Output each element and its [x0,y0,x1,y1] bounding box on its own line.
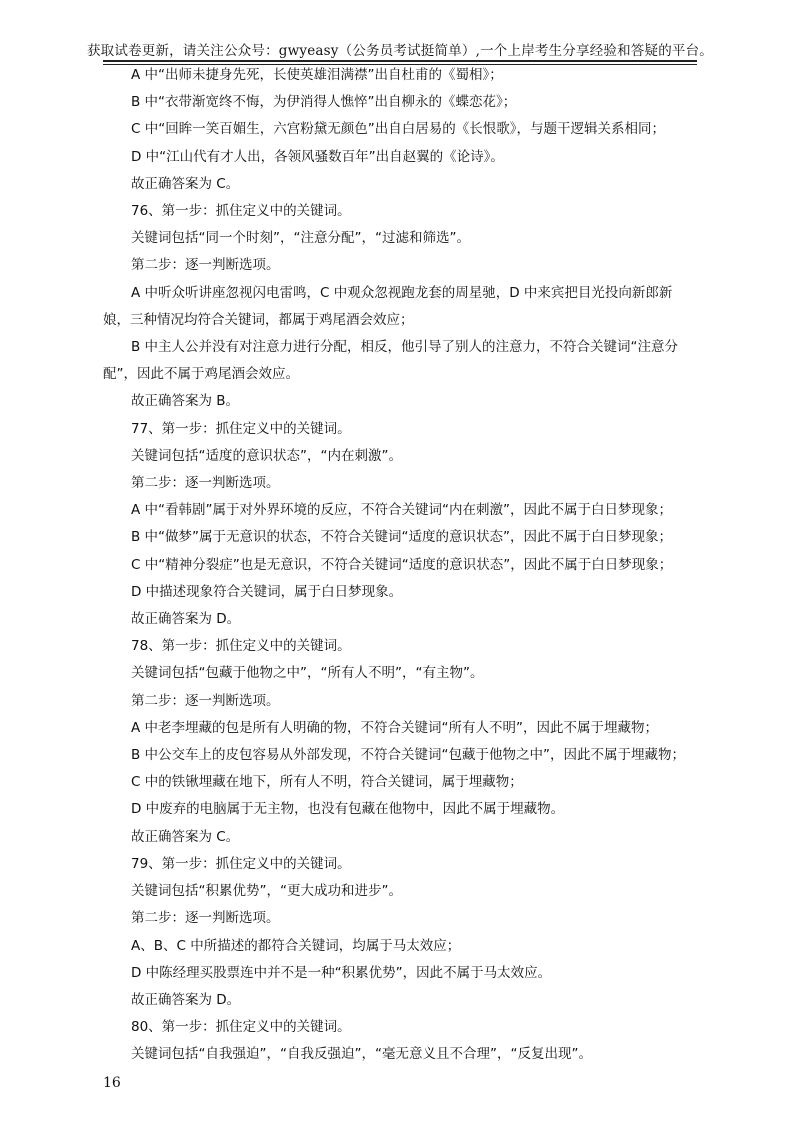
paragraph: 关键词包括“同一个时刻”，“注意分配”，“过滤和筛选”。 [131,230,470,247]
paragraph: A 中听众听讲座忽视闪电雷鸣，C 中观众忽视跑龙套的周星驰，D 中来宾把目光投向新郎新娘，三种情况均符合关键词，都属于鸡尾酒会效应； [103,284,673,328]
answer-line: 故正确答案为 C。 [131,828,240,845]
question-step-heading: 78、第一步：抓住定义中的关键词。 [131,638,351,655]
document-body [103,62,697,1069]
paragraph: D 中废弃的电脑属于无主物，也没有包藏在他物中，因此不属于埋藏物。 [131,801,565,818]
page-number: 16 [103,1075,121,1091]
question-step-heading: 79、第一步：抓住定义中的关键词。 [131,855,351,872]
paragraph: A 中“出师未捷身先死，长使英雄泪满襟”出自杜甫的《蜀相》； [131,67,503,83]
paragraph: A 中老李埋藏的包是所有人明确的物，不符合关键词“所有人不明”，因此不属于埋藏物； [131,719,659,736]
paragraph: C 中的铁锹埋藏在地下，所有人不明，符合关键词，属于埋藏物； [131,774,523,791]
paragraph: 第二步：逐一判断选项。 [131,692,280,709]
answer-line: 故正确答案为 D。 [131,991,241,1008]
paragraph: C 中“回眸一笑百媚生，六宫粉黛无颜色”出自白居易的《长恨歌》，与题干逻辑关系相同； [131,121,665,138]
question-step-heading: 80、第一步：抓住定义中的关键词。 [131,1019,351,1036]
paragraph: B 中公交车上的皮包容易从外部发现，不符合关键词“包藏于他物之中”，因此不属于埋藏物； [131,747,686,764]
question-step-heading: 77、第一步：抓住定义中的关键词。 [131,420,351,437]
paragraph: 关键词包括“积累优势”，“更大成功和进步”。 [131,883,402,900]
paragraph: D 中陈经理买股票连中并不是一种“积累优势”，因此不属于马太效应。 [131,964,552,981]
paragraph: 关键词包括“适度的意识状态”，“内在刺激”。 [131,447,402,464]
paragraph: B 中主人公并没有对注意力进行分配，相反，他引导了别人的注意力，不符合关键词“注意分配”，因此不属于鸡尾酒会效应。 [103,339,679,383]
answer-line: 故正确答案为 B。 [131,393,240,410]
paragraph: D 中“江山代有才人出，各领风骚数百年”出自赵翼的《论诗》。 [131,148,504,165]
paragraph: D 中描述现象符合关键词，属于白日梦现象。 [131,583,403,600]
paragraph: 关键词包括“包藏于他物之中”，“所有人不明”，“有主物”。 [131,665,484,682]
answer-line: 故正确答案为 D。 [131,611,241,628]
paragraph: B 中“做梦”属于无意识的状态，不符合关键词“适度的意识状态”，因此不属于白日梦现象； [131,529,673,546]
paragraph: 关键词包括“自我强迫”，“自我反强迫”，“毫无意义且不合理”，“反复出现”。 [131,1046,592,1063]
paragraph: A 中“看韩剧”属于对外界环境的反应，不符合关键词“内在刺激”，因此不属于白日梦现象； [131,502,673,519]
answer-line: 故正确答案为 C。 [131,175,240,192]
paragraph: 第二步：逐一判断选项。 [131,910,280,927]
paragraph: B 中“衣带渐宽终不悔，为伊消得人憔悴”出自柳永的《蝶恋花》； [131,94,517,111]
paragraph: A、B、C 中所描述的都符合关键词，均属于马太效应； [131,937,461,954]
page-header: 获取试卷更新，请关注公众号：gwyeasy（公务员考试挺简单）,一个上岸考生分享经验和答疑的平台。 [86,43,713,59]
question-step-heading: 76、第一步：抓住定义中的关键词。 [131,203,351,220]
paragraph: 第二步：逐一判断选项。 [131,475,280,492]
paragraph: 第二步：逐一判断选项。 [131,257,280,274]
paragraph: C 中“精神分裂症”也是无意识，不符合关键词“适度的意识状态”，因此不属于白日梦现象； [131,556,673,573]
